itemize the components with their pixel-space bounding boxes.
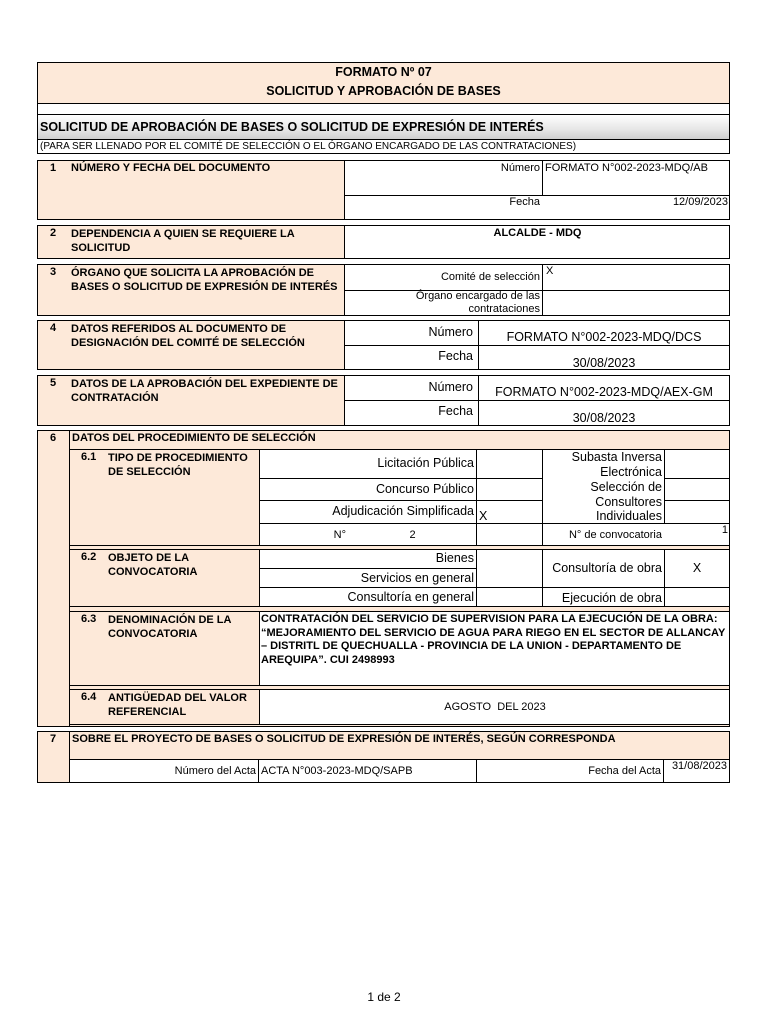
subsection-6-1-label: TIPO DE PROCEDIMIENTO DE SELECCIÓN	[108, 452, 248, 478]
denominacion-value: CONTRATACIÓN DEL SERVICIO DE SUPERVISION PARA LA EJECUCIÓN DE LA OBRA: “MEJORAMIENTO DEL SERVICIO DE AGUA PARA RIEGO EN EL SECTOR DE ALLANCAY – DISTRITL DE QUECHUALLA - PROVINCIA DE LA UNION - DEPARTAMENTO DE AREQUIPA”. CUI 2498993	[261, 613, 726, 666]
numero-value: FORMATO N°002-2023-MDQ/DCS	[506, 330, 702, 344]
section-1-number: 1	[50, 162, 57, 174]
numero-label: Número	[428, 380, 473, 394]
section-7-number: 7	[50, 733, 57, 745]
section-5-number: 5	[50, 377, 57, 389]
bienes-label: Bienes	[435, 551, 474, 565]
section-1-values	[344, 161, 729, 219]
form-header	[37, 62, 730, 104]
objeto-grid	[259, 550, 729, 606]
section-7-values	[70, 759, 729, 782]
n-label: N°	[333, 529, 346, 541]
seleccion-consultores-label: Selección de Consultores Individuales	[590, 480, 662, 523]
comite-mark: X	[546, 265, 554, 277]
subsection-6-1-number: 6.1	[81, 451, 97, 463]
page-number: 1 de 2	[367, 990, 401, 1004]
subsection-6-4-label: ANTIGÜEDAD DEL VALOR REFERENCIAL	[108, 692, 247, 718]
section-note-row	[37, 139, 730, 154]
ejecucion-obra-label: Ejecución de obra	[561, 591, 662, 605]
section-4	[37, 320, 730, 370]
section-1	[37, 160, 730, 220]
antiguedad-cell	[259, 690, 729, 724]
fecha-acta-value: 31/08/2023	[671, 760, 727, 772]
section-6-label: DATOS DEL PROCEDIMIENTO DE SELECCIÓN	[72, 432, 316, 444]
acta-value: ACTA N°003-2023-MDQ/SAPB	[261, 765, 413, 777]
n-value: 2	[409, 529, 416, 541]
organo-label: Órgano encargado de las contrataciones	[415, 290, 540, 315]
subsection-6-1	[69, 449, 730, 546]
section-2	[37, 225, 730, 259]
section-3-label: ÓRGANO QUE SOLICITA LA APROBACIÓN DE BASES O SOLICITUD DE EXPRESIÓN DE INTERÉS	[71, 267, 338, 293]
subsection-6-2-number: 6.2	[81, 551, 97, 563]
section-4-values	[344, 321, 729, 369]
section-note: (PARA SER LLENADO POR EL COMITÉ DE SELECCIÓN O EL ÓRGANO ENCARGADO DE LAS CONTRATACIONES)	[40, 141, 577, 152]
section-4-label: DATOS REFERIDOS AL DOCUMENTO DE DESIGNACIÓN DEL COMITÉ DE SELECCIÓN	[71, 323, 305, 349]
section-6-number: 6	[50, 432, 57, 444]
numero-label: Número	[500, 162, 540, 174]
section-7-label: SOBRE EL PROYECTO DE BASES O SOLICITUD DE EXPRESIÓN DE INTERÉS, SEGÚN CORRESPONDA	[72, 733, 616, 745]
numero-value: FORMATO N°002-2023-MDQ/AB	[545, 162, 708, 174]
fecha-acta-label: Fecha del Acta	[588, 765, 661, 777]
fecha-label: Fecha	[438, 349, 473, 363]
section-4-number: 4	[50, 322, 57, 334]
acta-label: Número del Acta	[174, 765, 256, 777]
consultoria-general-label: Consultoría en general	[347, 590, 474, 604]
fecha-label: Fecha	[509, 196, 540, 208]
convocatoria-label: N° de convocatoria	[568, 529, 662, 541]
section-3	[37, 264, 730, 316]
fecha-value: 30/08/2023	[572, 356, 636, 370]
licitacion-publica-label: Licitación Pública	[377, 456, 474, 470]
section-2-number: 2	[50, 227, 57, 239]
dependencia-value: ALCALDE - MDQ	[493, 227, 582, 239]
fecha-value: 12/09/2023	[672, 196, 728, 208]
section-2-label: DEPENDENCIA A QUIEN SE REQUIERE LA SOLICITUD	[71, 228, 295, 254]
section-title: SOLICITUD DE APROBACIÓN DE BASES O SOLICITUD DE EXPRESIÓN DE INTERÉS	[40, 120, 544, 134]
subsection-6-2	[69, 549, 730, 607]
subsection-6-3	[69, 611, 730, 686]
concurso-publico-label: Concurso Público	[376, 482, 474, 496]
fecha-value: 30/08/2023	[572, 411, 636, 425]
procedimiento-grid	[259, 450, 729, 545]
subsection-6-3-label: DENOMINACIÓN DE LA CONVOCATORIA	[108, 614, 232, 640]
subsection-6-3-number: 6.3	[81, 613, 97, 625]
section-5	[37, 375, 730, 426]
convocatoria-value: 1	[721, 524, 728, 536]
consultoria-obra-label: Consultoría de obra	[552, 561, 662, 575]
adjudicacion-mark: X	[479, 509, 488, 523]
subsection-6-2-label: OBJETO DE LA CONVOCATORIA	[108, 552, 198, 578]
denominacion-cell	[259, 612, 729, 685]
section-1-label: NÚMERO Y FECHA DEL DOCUMENTO	[71, 162, 271, 174]
numero-label: Número	[428, 325, 473, 339]
subsection-6-4	[69, 689, 730, 725]
section-5-values	[344, 376, 729, 425]
section-3-number: 3	[50, 266, 57, 278]
subasta-inversa-label: Subasta Inversa Electrónica	[571, 450, 662, 479]
section-2-value-cell	[344, 226, 729, 258]
section-5-label: DATOS DE LA APROBACIÓN DEL EXPEDIENTE DE CONTRATACIÓN	[71, 378, 338, 404]
fecha-label: Fecha	[438, 404, 473, 418]
subsection-6-4-number: 6.4	[81, 691, 97, 703]
consultoria-obra-mark: X	[692, 561, 702, 575]
form-title: FORMATO Nº 07	[335, 65, 432, 79]
adjudicacion-simplificada-label: Adjudicación Simplificada	[332, 504, 474, 518]
form-subtitle: SOLICITUD Y APROBACIÓN DE BASES	[266, 84, 501, 98]
section-7	[37, 731, 730, 783]
section-3-values	[344, 265, 729, 315]
section-title-bar	[37, 114, 730, 140]
comite-label: Comité de selección	[440, 271, 540, 283]
numero-value: FORMATO N°002-2023-MDQ/AEX-GM	[495, 385, 713, 399]
antiguedad-value: AGOSTO DEL 2023	[444, 701, 546, 713]
servicios-general-label: Servicios en general	[360, 571, 474, 585]
